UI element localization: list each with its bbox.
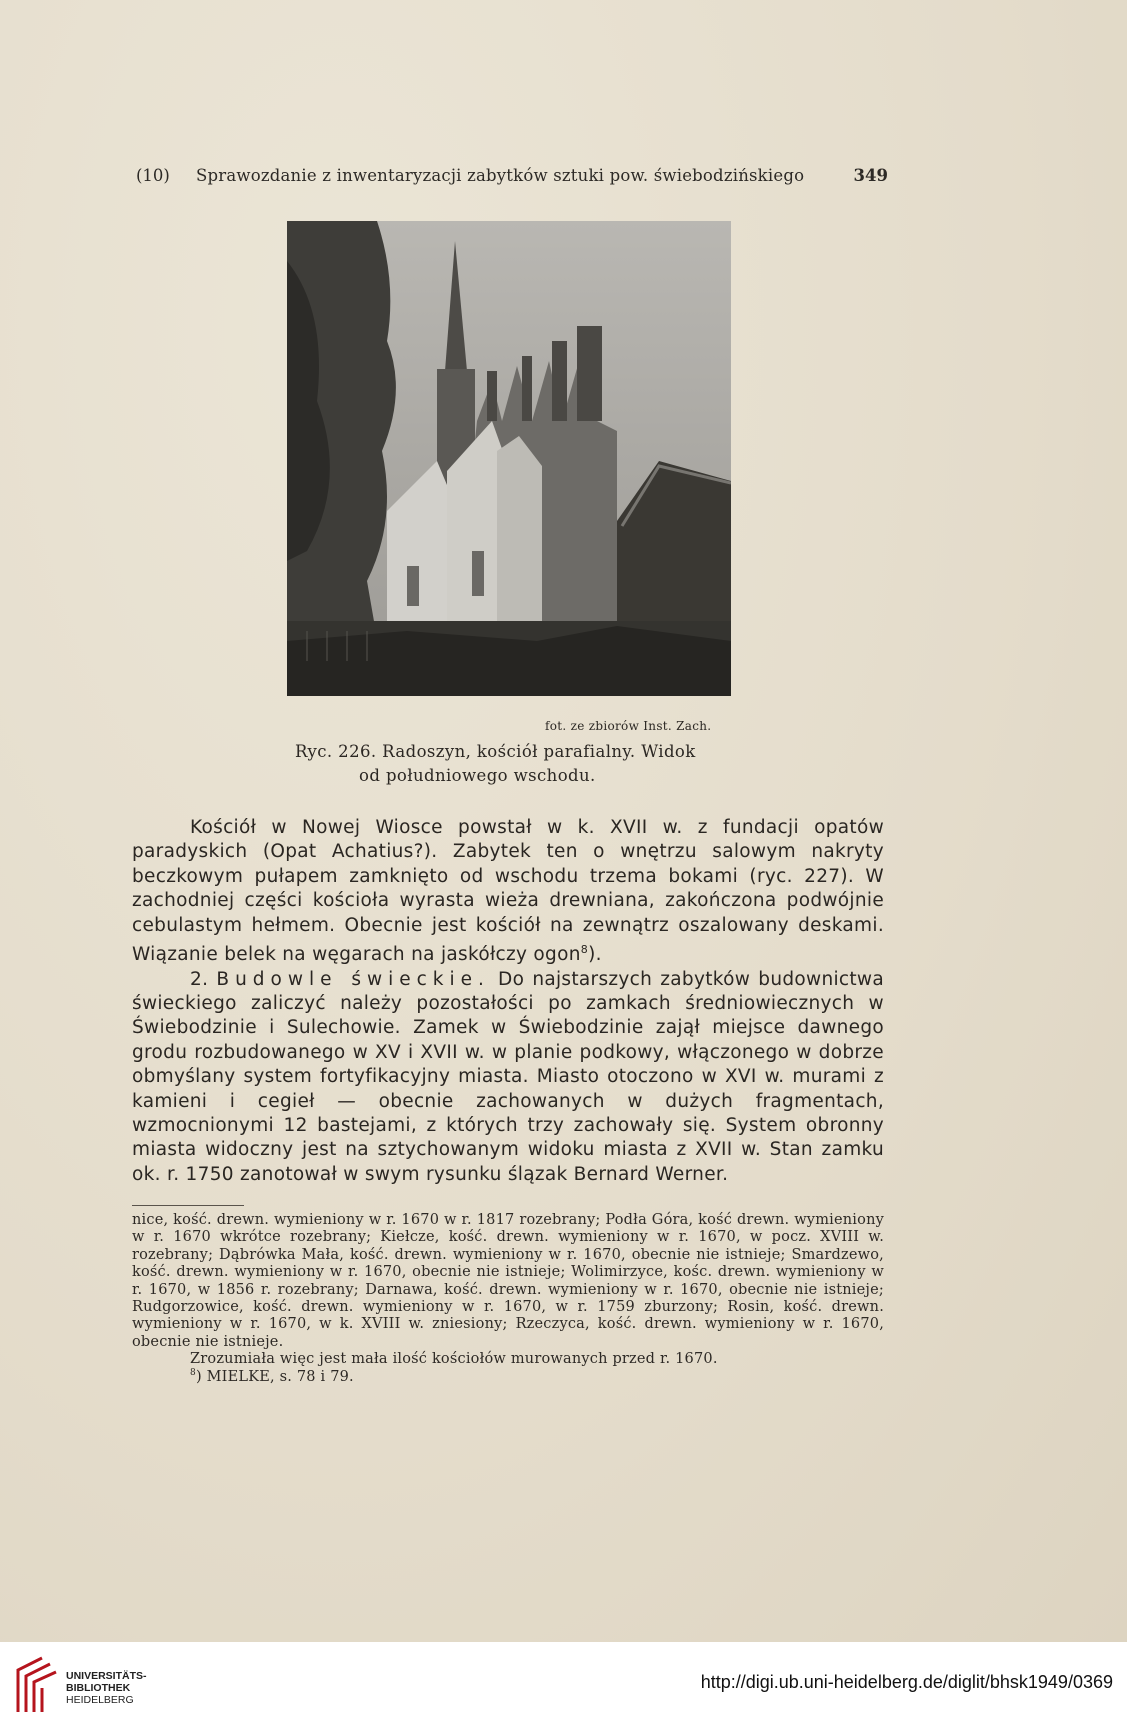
running-header [136,166,888,190]
caption-line-2: od południowego wschodu. [359,766,596,785]
library-name-line-2: BIBLIOTHEK [66,1682,131,1694]
library-name [66,1670,147,1706]
header-title: Sprawozdanie z inwentaryzacji zabytków sztuki pow. świebodzińskiego [196,166,805,185]
library-name-line-1: UNIVERSITÄTS- [66,1670,147,1682]
footnote-continuation: nice, kość. drewn. wymieniony w r. 1670 w r. 1817 rozebrany; Podła Góra, kość drewn. wymieniony w r. 1670 wkrótce rozebrany; Kiełcze, kość. drewn. wymieniony w r. 1670, w pocz. XVIII w. rozebrany; Dąbrówka Mała, kość. drewn. wymieniony w r. 1670, obecnie nie istnieje; Smardzewo, kość. drewn. wymieniony w r. 1670, obecnie nie istnieje; Wolimirzyce, kośc. drewn. wymieniony w r. 1670, w 1856 r. rozebrany; Darnawa, kość. drewn. wymieniony w r. 1670, obecnie nie istnieje; Rudgorzowice, kość. drewn. wymieniony w r. 1670, w r. 1759 zburzony; Rosin, kość. drewn. wymieniony w r. 1670, w k. XVIII w. zniesiony; Rzeczyca, kość. drewn. wymieniony w r. 1670, obecnie nie istnieje. [132,1212,884,1350]
footnote-8-marker: 8 [190,1367,196,1378]
church-photo-illustration [287,221,731,696]
section-number: 2. [190,968,209,990]
caption-line-1: Ryc. 226. Radoszyn, kościół parafialny. Widok [295,742,696,761]
footnote-divider [132,1205,244,1206]
footnote-8-text: ) MIELKE, s. 78 i 79. [195,1368,354,1385]
header-section-number: (10) [136,166,170,185]
photo-credit: fot. ze zbiorów Inst. Zach. [545,719,712,733]
church-photograph [287,221,731,696]
figure-caption [295,740,725,788]
section-heading-spaced: Budowle świeckie. [216,968,490,990]
footnote-8 [132,1369,884,1386]
paragraph-2-text: Do najstarszych zabytków budownictwa świeckiego zaliczyć należy pozostałości po zamkach średniowiecznych w Świebodzinie i Sulechowie. Zamek w Świebodzinie zajął miejsce dawnego grodu rozbudowanego w XV i XVII w. w planie podkowy, włączonego w dobrze obmyślany system fortyfikacyjny miasta. Miasto otoczono w XVI w. murami z kamieni i cegieł — obecnie zachowanych w dużych fragmentach, wzmocnionymi 12 bastejami, z których trzy zachowały się. System obronny miasta widoczny jest na sztychowanym widoku miasta z XVII w. Stan zamku ok. r. 1750 zanotował w swym rysunku ślązak Bernard Werner. [132,968,885,1185]
page-number: 349 [853,166,888,185]
footnote-note: Zrozumiała więc jest mała ilość kościołów murowanych przed r. 1670. [190,1351,718,1368]
library-name-line-3: HEIDELBERG [66,1694,134,1706]
main-text [132,816,884,1187]
footnote-ref: 8 [580,943,589,957]
paragraph-2 [132,968,884,1188]
library-footer [0,1642,1127,1724]
library-logo-icon [12,1654,62,1716]
paragraph-1-end: ). [588,944,602,966]
paragraph-1-text: Kościół w Nowej Wiosce powstał w k. XVII w. z fundacji opatów paradyskich (Opat Achatius?). Zabytek ten o wnętrzu salowym nakryty beczkowym pułapem zamknięto od wschodu trzema bokami (ryc. 227). W zachodniej części kościoła wyrasta wieża drewniana, zakończona podwójnie cebulastym hełmem. Obecnie jest kościół na zewnątrz oszalowany deskami. Wiązanie belek na węgarach na jaskółczy ogon [132,817,884,966]
paragraph-1 [132,816,884,968]
footnotes [132,1212,884,1386]
permalink-url[interactable]: http://digi.ub.uni-heidelberg.de/diglit/bhsk1949/0369 [700,1672,1113,1692]
